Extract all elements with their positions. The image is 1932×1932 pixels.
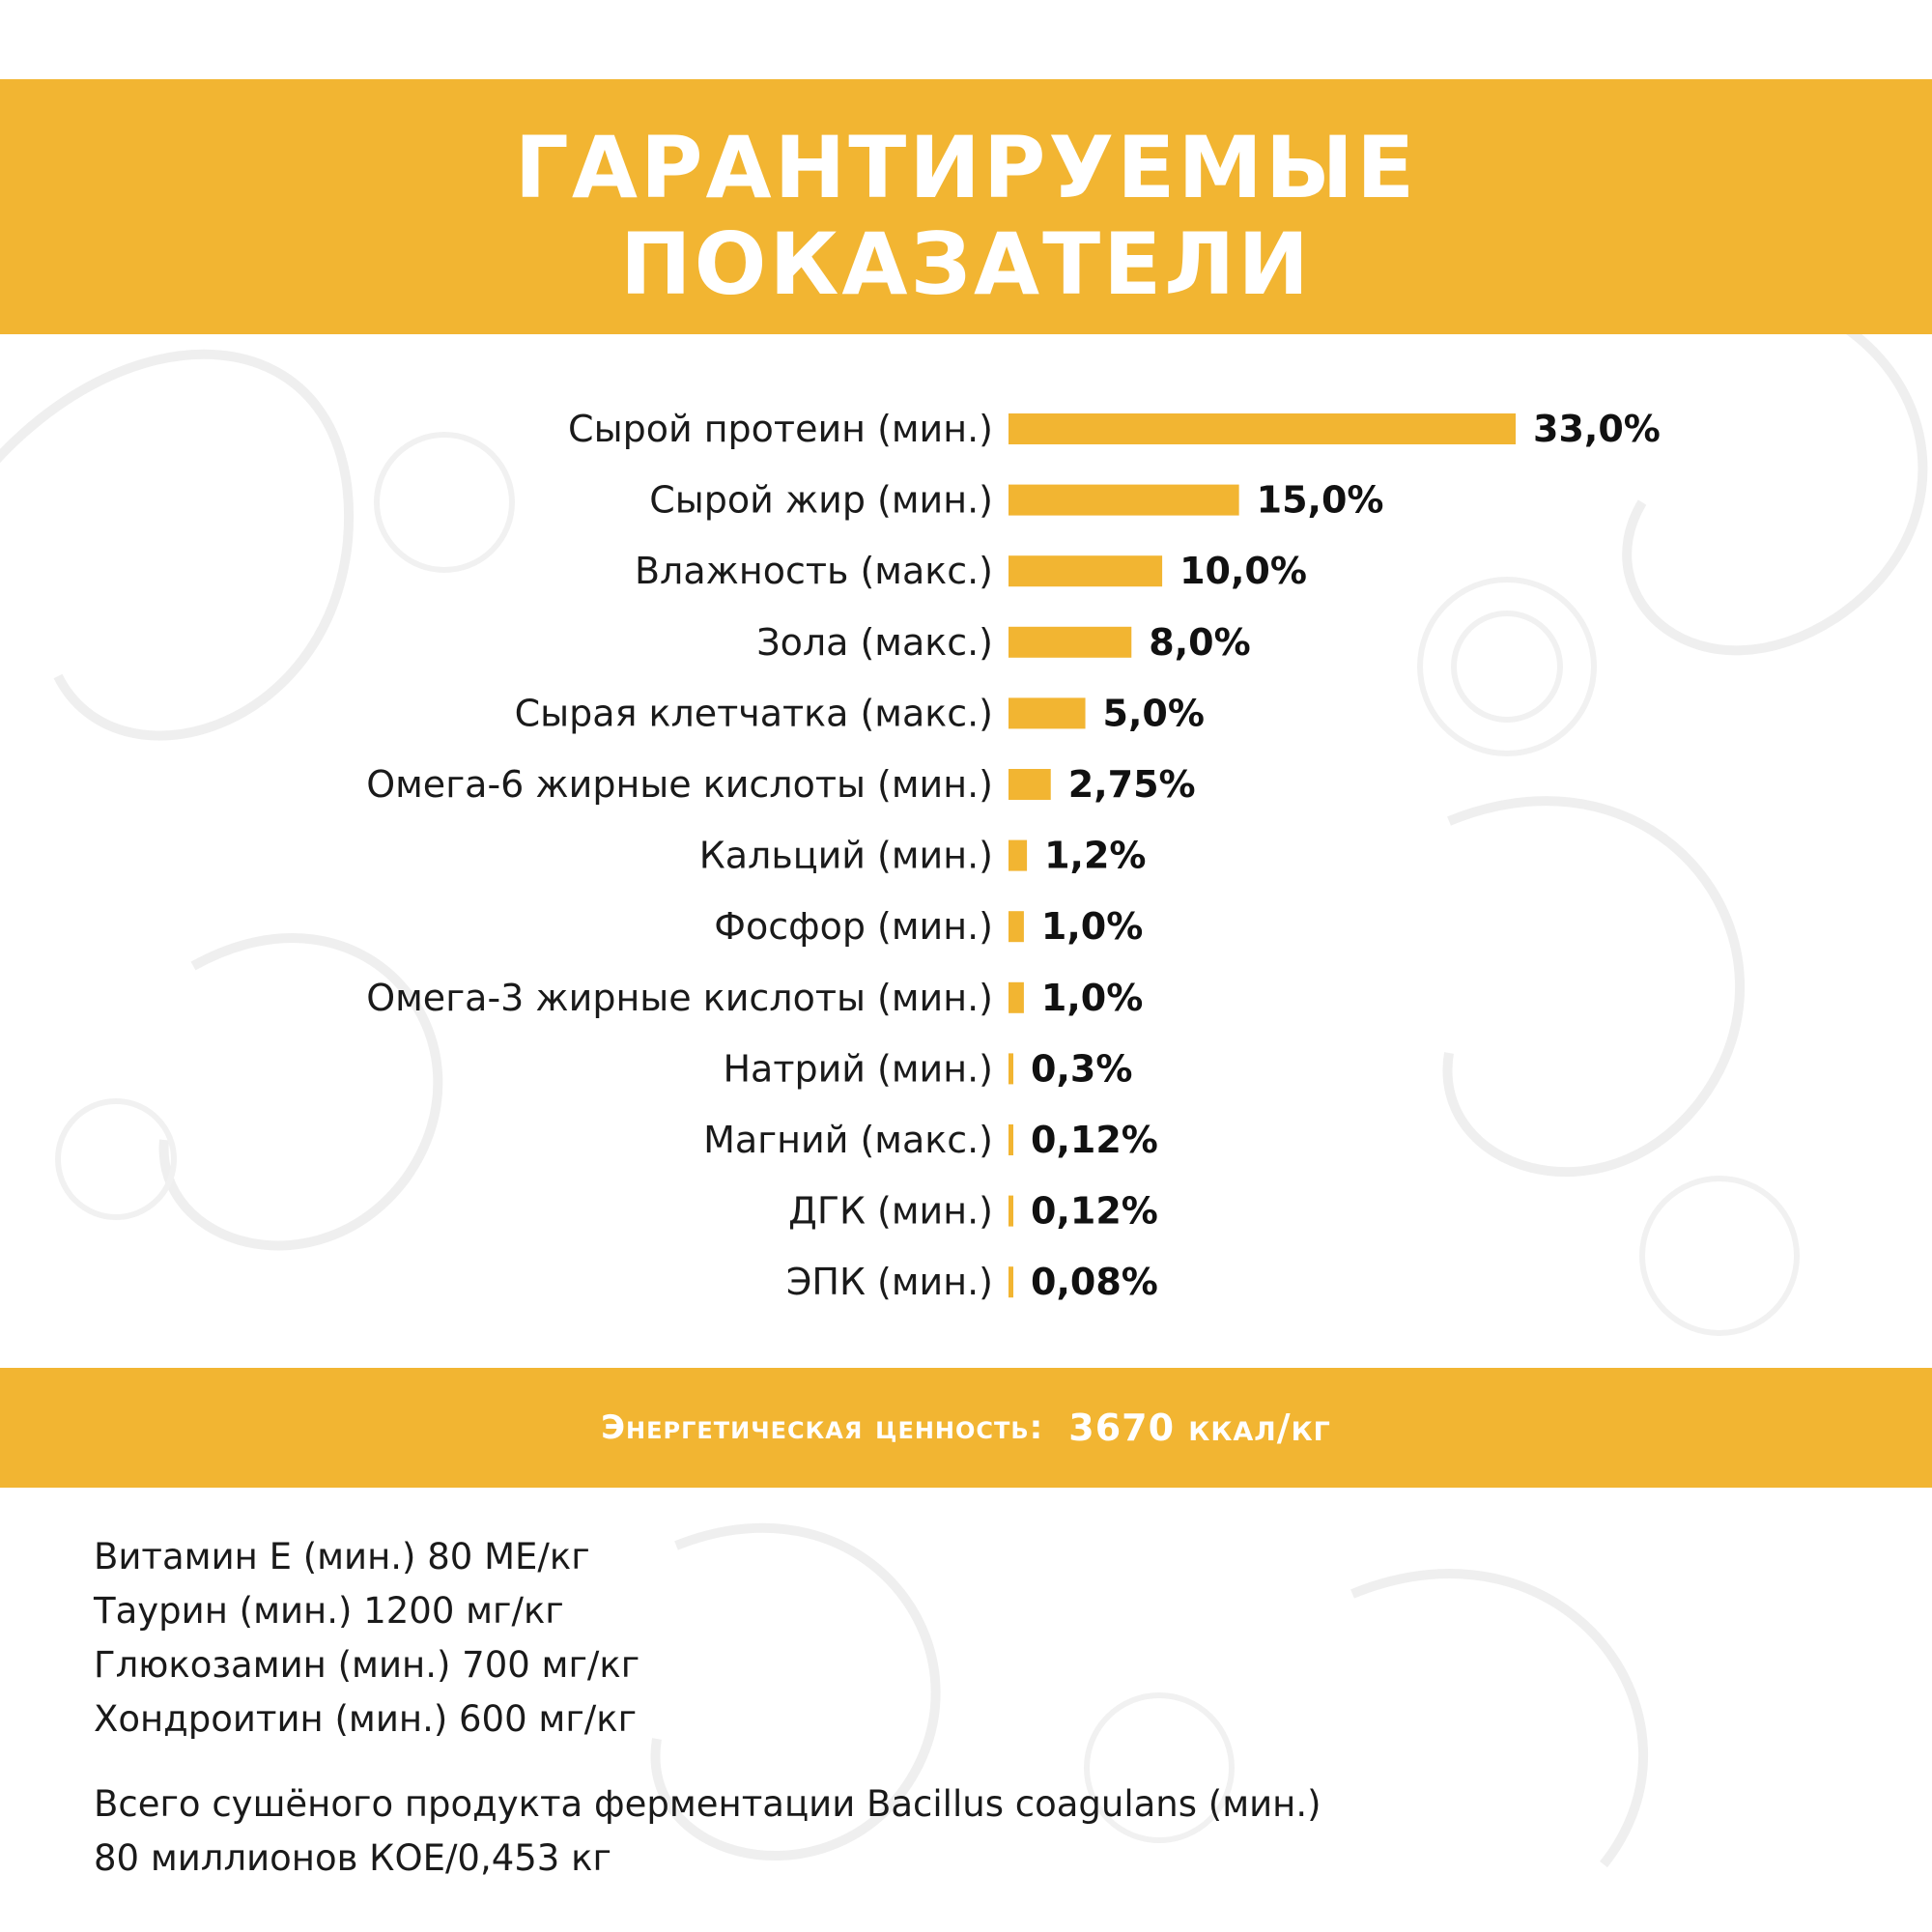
probiotic-note-line-2: 80 миллионов КОЕ/0,453 кг — [94, 1837, 611, 1879]
bar — [1009, 840, 1027, 871]
bar — [1009, 627, 1131, 658]
category-label: Сырая клетчатка (макс.) — [514, 692, 993, 735]
value-label: 1,2% — [1044, 834, 1147, 877]
category-label: ДГК (мин.) — [788, 1189, 993, 1233]
page-title-line-1: ГАРАНТИРУЕМЫЕ — [514, 118, 1418, 217]
bar — [1009, 1196, 1013, 1227]
bar — [1009, 485, 1239, 516]
bar — [1009, 697, 1086, 728]
value-label: 33,0% — [1533, 408, 1661, 450]
value-label: 0,08% — [1031, 1261, 1158, 1304]
energy-value: 3670 ккал/кг — [1068, 1406, 1331, 1449]
value-label: 0,12% — [1031, 1119, 1158, 1161]
category-label: Сырой жир (мин.) — [649, 478, 993, 522]
bar — [1009, 911, 1024, 942]
value-label: 15,0% — [1256, 478, 1384, 522]
bar — [1009, 769, 1051, 800]
page-title-line-2: ПОКАЗАТЕЛИ — [620, 214, 1312, 314]
category-label: Кальций (мин.) — [698, 834, 993, 877]
bar — [1009, 1124, 1013, 1155]
bar — [1009, 1053, 1013, 1084]
bar — [1009, 413, 1516, 444]
category-label: Зола (макс.) — [756, 620, 993, 664]
value-label: 8,0% — [1149, 620, 1251, 664]
category-label: Фосфор (мин.) — [714, 905, 993, 949]
category-label: Натрий (мин.) — [723, 1047, 993, 1091]
category-label: Влажность (макс.) — [634, 550, 993, 593]
extra-nutrient-item: Глюкозамин (мин.) 700 мг/кг — [94, 1644, 640, 1686]
value-label: 10,0% — [1179, 550, 1307, 593]
value-label: 2,75% — [1067, 763, 1196, 806]
extra-nutrient-item: Таурин (мин.) 1200 мг/кг — [94, 1590, 564, 1632]
value-label: 5,0% — [1102, 692, 1205, 735]
category-label: Сырой протеин (мин.) — [568, 408, 993, 450]
probiotic-note-line-1: Всего сушёного продукта ферментации Bacillus coagulans (мин.) — [94, 1783, 1321, 1825]
category-label: Омега-6 жирные кислоты (мин.) — [366, 763, 993, 806]
extra-nutrient-item: Витамин Е (мин.) 80 МЕ/кг — [94, 1536, 590, 1577]
extra-nutrient-item: Хондроитин (мин.) 600 мг/кг — [94, 1698, 638, 1740]
value-label: 1,0% — [1040, 976, 1144, 1019]
probiotic-note — [94, 1777, 1321, 1886]
extra-nutrients-list — [94, 1530, 639, 1747]
bar — [1009, 982, 1024, 1013]
energy-label: Энергетическая ценность: — [601, 1408, 1044, 1447]
category-label: ЭПК (мин.) — [785, 1261, 993, 1304]
category-label: Магний (макс.) — [703, 1119, 993, 1161]
value-label: 0,3% — [1031, 1047, 1133, 1091]
value-label: 0,12% — [1031, 1189, 1158, 1233]
value-label: 1,0% — [1040, 905, 1144, 949]
bar — [1009, 555, 1162, 586]
bar — [1009, 1266, 1013, 1297]
category-label: Омега-3 жирные кислоты (мин.) — [366, 976, 993, 1019]
